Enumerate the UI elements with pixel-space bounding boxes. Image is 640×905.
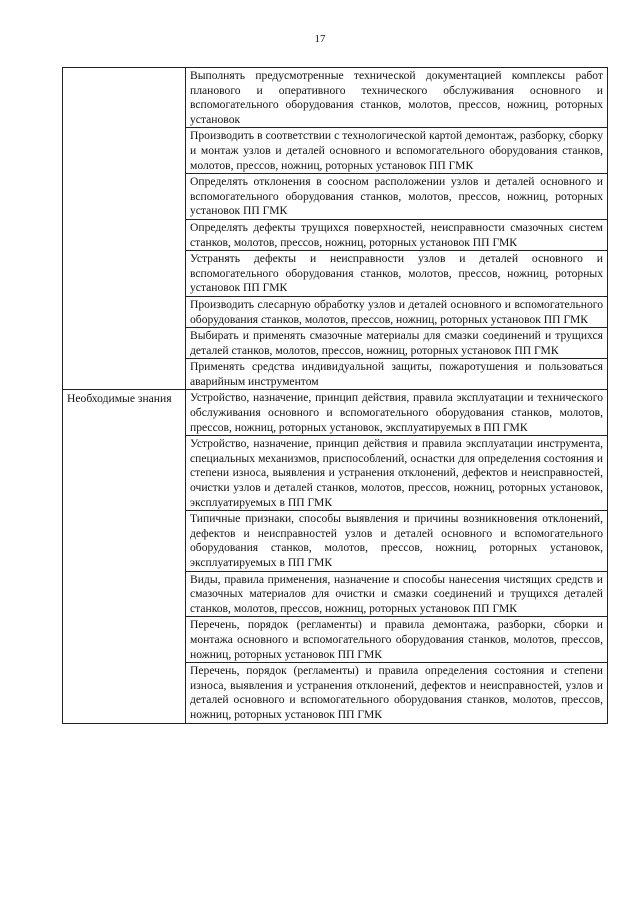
list-item: Устройство, назначение, принцип действия и правила эксплуатации инструмента, специальных механизмов, приспособлений, оснастки для определения состояния и степени износа, выявления и устранения отклонений, дефектов и неисправностей, очистки узлов и деталей станков, молотов, прессов, ножниц, роторных установок, эксплуатируемых в ПП ГМК (190, 437, 603, 509)
list-item: Устройство, назначение, принцип действия, правила эксплуатации и технического обслуживания основного и вспомогательного оборудования станков, молотов, прессов, ножниц, роторных установок, эксплуатируемых в ПП ГМК (190, 391, 603, 434)
table-cell (186, 251, 608, 297)
table-cell (186, 128, 608, 174)
list-item: Выбирать и применять смазочные материалы для смазки соединений и трущихся деталей станков, молотов, прессов, ножниц, роторных установок ПП ГМК (190, 329, 603, 357)
table-row (63, 390, 608, 436)
requirements-table (62, 67, 608, 724)
table-cell (186, 296, 608, 327)
table-row (63, 68, 608, 128)
section-label-cell (63, 390, 186, 723)
table-cell (186, 511, 608, 571)
list-item: Перечень, порядок (регламенты) и правила определения состояния и степени износа, выявления и устранения отклонений, дефектов и неисправностей, узлов и деталей основного и вспомогательного оборудования станков, молотов, прессов, ножниц, роторных установок ПП ГМК (190, 664, 603, 721)
table-cell (186, 617, 608, 663)
table-cell (186, 390, 608, 436)
list-item: Перечень, порядок (регламенты) и правила демонтажа, разборки, сборки и монтажа основного и вспомогательного оборудования станков, молотов, прессов, ножниц, роторных установок ПП ГМК (190, 618, 603, 661)
list-item: Производить в соответствии с технологической картой демонтаж, разборку, сборку и монтаж узлов и деталей основного и вспомогательного оборудования станков, молотов, прессов, ножниц, роторных установок ПП ГМК (190, 129, 603, 172)
list-item: Применять средства индивидуальной защиты, пожаротушения и пользоваться аварийным инструментом (190, 360, 603, 388)
table-cell (186, 663, 608, 723)
list-item: Выполнять предусмотренные технической документацией комплексы работ планового и оперативного технического обслуживания основного и вспомогательного оборудования станков, молотов, прессов, ножниц, роторных установок (190, 69, 603, 126)
table-cell (186, 174, 608, 220)
list-item: Определять отклонения в соосном расположении узлов и деталей основного и вспомогательного оборудования станков, молотов, прессов, ножниц, роторных установок ПП ГМК (190, 175, 603, 218)
table-cell (186, 328, 608, 359)
table-cell (186, 219, 608, 250)
section-label: Необходимые знания (67, 392, 172, 406)
table-cell (186, 359, 608, 390)
list-item: Производить слесарную обработку узлов и деталей основного и вспомогательного оборудования станков, молотов, прессов, ножниц, роторных установок ПП ГМК (190, 297, 603, 326)
list-item: Устранять дефекты и неисправности узлов и деталей основного и вспомогательного оборудования станков, молотов, прессов, ножниц, роторных установок ПП ГМК (190, 252, 603, 295)
list-item: Типичные признаки, способы выявления и причины возникновения отклонений, дефектов и неисправностей узлов и деталей основного и вспомогательного оборудования станков, молотов, прессов, ножниц, роторных установок, эксплуатируемых в ПП ГМК (190, 512, 603, 569)
list-item: Определять дефекты трущихся поверхностей, неисправности смазочных систем станков, молотов, прессов, ножниц, роторных установок ПП ГМК (190, 220, 603, 249)
page-number: 17 (314, 33, 326, 45)
table-cell (186, 571, 608, 617)
section-label-cell (63, 68, 186, 390)
table-cell (186, 436, 608, 511)
table-cell (186, 68, 608, 128)
list-item: Виды, правила применения, назначение и способы нанесения чистящих средств и смазочных материалов для очистки и смазки соединений и трущихся деталей станков, молотов, прессов, ножниц, роторных установок ПП ГМК (190, 572, 603, 615)
